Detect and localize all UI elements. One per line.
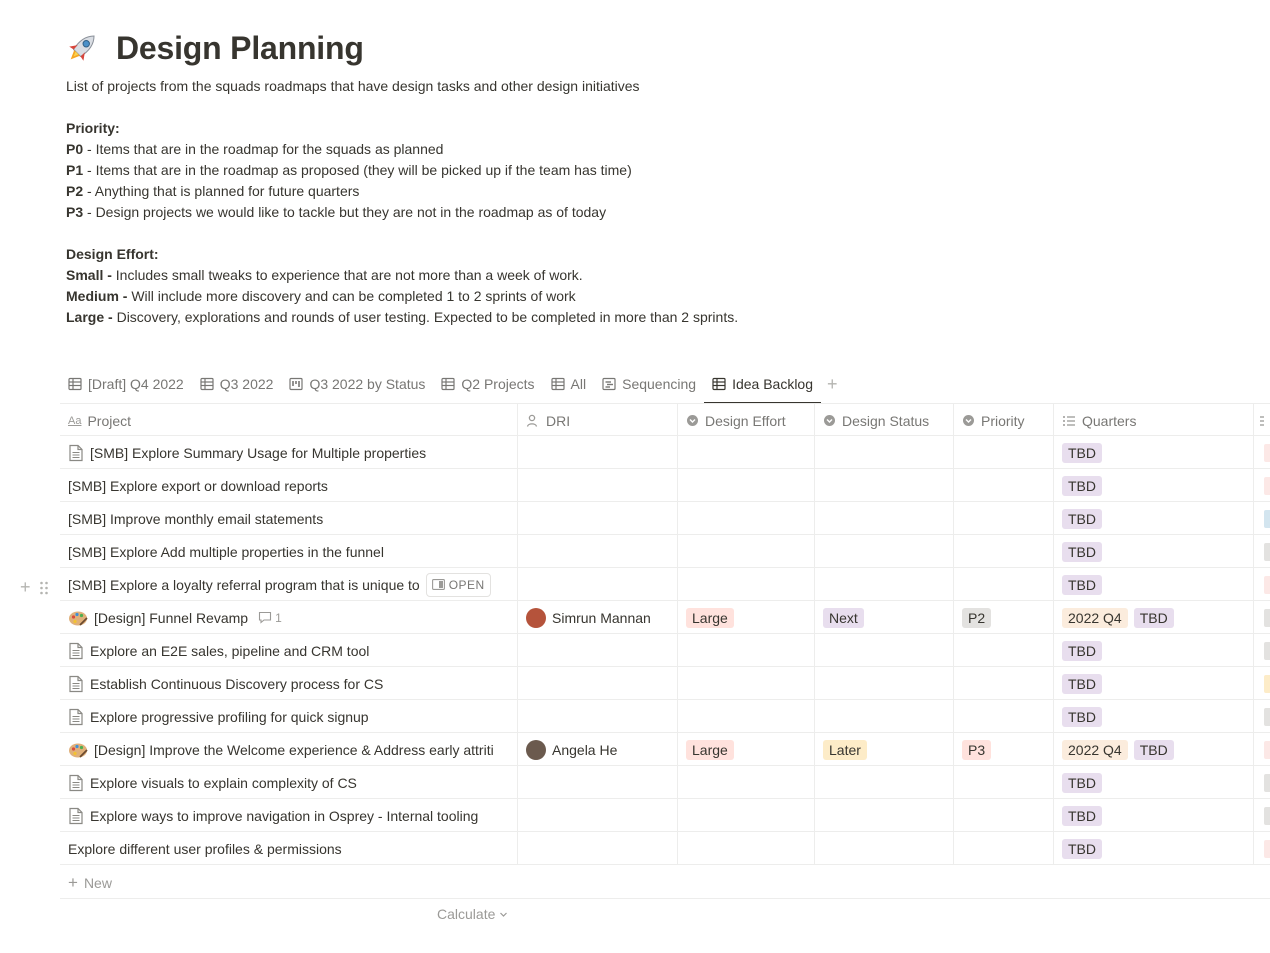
extra-cell[interactable] bbox=[1254, 766, 1270, 799]
extra-cell[interactable] bbox=[1254, 436, 1270, 469]
project-cell[interactable] bbox=[60, 832, 518, 865]
table-row[interactable] bbox=[60, 733, 1270, 766]
chevron-down-icon bbox=[499, 910, 508, 919]
quarters-cell[interactable] bbox=[1054, 733, 1254, 766]
description-heading-text: Priority: bbox=[66, 120, 120, 136]
overflow-tag bbox=[1264, 840, 1270, 858]
open-page-button[interactable] bbox=[426, 573, 491, 597]
overflow-tag bbox=[1264, 642, 1270, 660]
extra-cell[interactable] bbox=[1254, 799, 1270, 832]
quarter-tag: TBD bbox=[1062, 674, 1102, 694]
overflow-tag bbox=[1264, 609, 1270, 627]
effort-tag: Large bbox=[686, 608, 734, 628]
page-icon bbox=[68, 642, 84, 660]
quarter-tag: TBD bbox=[1062, 575, 1102, 595]
extra-cell[interactable] bbox=[1254, 502, 1270, 535]
effort-tag: Large bbox=[686, 740, 734, 760]
design-effort-cell[interactable] bbox=[678, 733, 815, 766]
priority-cell[interactable] bbox=[954, 535, 1054, 568]
list-property-icon bbox=[1254, 414, 1264, 428]
design-status-cell[interactable] bbox=[815, 601, 954, 634]
dri-cell[interactable] bbox=[518, 436, 678, 469]
status-tag: Later bbox=[823, 740, 867, 760]
overflow-tag bbox=[1264, 774, 1270, 792]
design-status-cell[interactable] bbox=[815, 832, 954, 865]
select-property-icon bbox=[962, 414, 975, 427]
definition-term: P1 bbox=[66, 162, 84, 178]
row-handles bbox=[20, 577, 49, 598]
dri-cell[interactable] bbox=[518, 667, 678, 700]
design-effort-cell[interactable] bbox=[678, 634, 815, 667]
priority-tag: P3 bbox=[962, 740, 991, 760]
priority-cell[interactable] bbox=[954, 502, 1054, 535]
priority-cell[interactable] bbox=[954, 700, 1054, 733]
project-cell[interactable] bbox=[60, 766, 518, 799]
quarters-cell[interactable] bbox=[1054, 634, 1254, 667]
title-property-icon: Aa bbox=[68, 414, 82, 427]
tab-draft-q4-2022[interactable] bbox=[60, 368, 192, 400]
plus-icon: + bbox=[68, 872, 78, 892]
design-status-cell[interactable] bbox=[815, 535, 954, 568]
priority-tag: P2 bbox=[962, 608, 991, 628]
page-header bbox=[62, 28, 364, 68]
table-icon bbox=[551, 377, 565, 391]
quarter-tag: TBD bbox=[1062, 707, 1102, 727]
quarters-cell[interactable] bbox=[1054, 799, 1254, 832]
project-cell[interactable] bbox=[60, 568, 518, 601]
table-header-row bbox=[60, 403, 1270, 436]
page-title: Design Planning bbox=[116, 29, 364, 66]
page-icon bbox=[68, 708, 84, 726]
table-row[interactable] bbox=[60, 568, 1270, 601]
description-heading bbox=[66, 244, 738, 265]
comment-count-value: 1 bbox=[275, 610, 282, 625]
design-status-cell[interactable] bbox=[815, 634, 954, 667]
overflow-tag bbox=[1264, 543, 1270, 561]
extra-cell[interactable] bbox=[1254, 568, 1270, 601]
project-title[interactable]: [Design] Funnel Revamp bbox=[94, 609, 249, 626]
column-header-design-effort[interactable]: Design Effort bbox=[678, 404, 815, 437]
project-cell[interactable] bbox=[60, 436, 518, 469]
dri-cell[interactable] bbox=[518, 568, 678, 601]
design-status-cell[interactable] bbox=[815, 766, 954, 799]
quarter-tag: TBD bbox=[1062, 476, 1102, 496]
quarter-tag: TBD bbox=[1062, 839, 1102, 859]
definition-term: Small - bbox=[66, 267, 116, 283]
quarter-tag: TBD bbox=[1134, 740, 1174, 760]
design-effort-cell[interactable] bbox=[678, 832, 815, 865]
description-definition bbox=[66, 265, 738, 286]
project-title[interactable]: Explore ways to improve navigation in Osprey - Internal tooling bbox=[90, 807, 479, 824]
priority-cell[interactable] bbox=[954, 832, 1054, 865]
description-heading-text: Design Effort: bbox=[66, 246, 159, 262]
project-title[interactable]: Explore different user profiles & permissions bbox=[68, 840, 342, 857]
quarter-tag: TBD bbox=[1062, 509, 1102, 529]
tab-sequencing[interactable] bbox=[594, 368, 704, 400]
dri-cell[interactable] bbox=[518, 634, 678, 667]
description-spacer bbox=[66, 97, 738, 118]
dri-cell[interactable] bbox=[518, 700, 678, 733]
quarters-cell[interactable] bbox=[1054, 502, 1254, 535]
extra-cell[interactable] bbox=[1254, 469, 1270, 502]
dri-cell[interactable] bbox=[518, 832, 678, 865]
overflow-tag bbox=[1264, 510, 1270, 528]
quarter-tag: 2022 Q4 bbox=[1062, 740, 1128, 760]
table-row[interactable] bbox=[60, 436, 1270, 469]
quarter-tag: TBD bbox=[1062, 641, 1102, 661]
column-header-quarters[interactable]: Quarters bbox=[1054, 404, 1254, 437]
page-description bbox=[66, 76, 738, 328]
overflow-tag bbox=[1264, 444, 1270, 462]
definition-term: Large - bbox=[66, 309, 117, 325]
project-title[interactable]: Explore visuals to explain complexity of CS bbox=[90, 774, 357, 791]
project-title[interactable]: Explore progressive profiling for quick signup bbox=[90, 708, 369, 725]
page-icon bbox=[68, 807, 84, 825]
description-definition bbox=[66, 307, 738, 328]
definition-term: P3 bbox=[66, 204, 84, 220]
database-table bbox=[60, 403, 1270, 865]
definition-text: Includes small tweaks to experience that are not more than a week of work. bbox=[115, 267, 583, 283]
project-cell[interactable] bbox=[60, 667, 518, 700]
board-icon bbox=[289, 377, 303, 391]
quarters-cell[interactable] bbox=[1054, 535, 1254, 568]
design-status-cell[interactable] bbox=[815, 436, 954, 469]
tab-q3-2022-by-status[interactable] bbox=[281, 368, 433, 400]
definition-text: - Anything that is planned for future quarters bbox=[83, 183, 360, 199]
rocket-icon[interactable] bbox=[62, 28, 102, 68]
page-icon bbox=[68, 444, 84, 462]
dri-cell[interactable] bbox=[518, 502, 678, 535]
definition-term: P0 bbox=[66, 141, 84, 157]
project-cell[interactable] bbox=[60, 469, 518, 502]
table-row[interactable] bbox=[60, 469, 1270, 502]
tab-label: Q3 2022 by Status bbox=[309, 376, 426, 392]
project-cell[interactable] bbox=[60, 535, 518, 568]
column-header-design-status[interactable]: Design Status bbox=[815, 404, 954, 437]
quarters-cell[interactable] bbox=[1054, 667, 1254, 700]
design-status-cell[interactable] bbox=[815, 700, 954, 733]
person-property-icon bbox=[526, 414, 540, 428]
table-icon bbox=[441, 377, 455, 391]
design-effort-cell[interactable] bbox=[678, 700, 815, 733]
overflow-tag bbox=[1264, 675, 1270, 693]
design-effort-cell[interactable] bbox=[678, 568, 815, 601]
priority-cell[interactable] bbox=[954, 733, 1054, 766]
definition-text: - Items that are in the roadmap as proposed (they will be picked up if the team has time) bbox=[83, 162, 632, 178]
design-status-cell[interactable] bbox=[815, 469, 954, 502]
quarter-tag: TBD bbox=[1062, 542, 1102, 562]
priority-cell[interactable] bbox=[954, 634, 1054, 667]
multi-select-property-icon bbox=[1062, 414, 1076, 428]
extra-cell[interactable] bbox=[1254, 832, 1270, 865]
tab-label: Q3 2022 bbox=[219, 376, 274, 392]
avatar bbox=[526, 608, 546, 628]
quarters-cell[interactable] bbox=[1054, 601, 1254, 634]
design-effort-cell[interactable] bbox=[678, 535, 815, 568]
table-row[interactable] bbox=[60, 535, 1270, 568]
select-property-icon bbox=[686, 414, 699, 427]
definition-term: P2 bbox=[66, 183, 84, 199]
extra-cell[interactable] bbox=[1254, 667, 1270, 700]
table-row[interactable] bbox=[60, 832, 1270, 865]
priority-cell[interactable] bbox=[954, 667, 1054, 700]
avatar bbox=[526, 740, 546, 760]
tab-label: All bbox=[570, 376, 587, 392]
design-effort-cell[interactable] bbox=[678, 469, 815, 502]
design-effort-cell[interactable] bbox=[678, 436, 815, 469]
project-title[interactable]: [SMB] Improve monthly email statements bbox=[68, 510, 324, 527]
definition-text: Discovery, explorations and rounds of user testing. Expected to be completed in more than 2 sprints. bbox=[116, 309, 739, 325]
tab-label: [Draft] Q4 2022 bbox=[88, 376, 184, 392]
tab-all[interactable] bbox=[543, 368, 595, 400]
description-definition bbox=[66, 160, 738, 181]
extra-cell[interactable] bbox=[1254, 535, 1270, 568]
column-header-more[interactable] bbox=[1254, 404, 1270, 437]
project-title[interactable]: [SMB] Explore export or download reports bbox=[68, 477, 328, 494]
overflow-tag bbox=[1264, 741, 1270, 759]
priority-cell[interactable] bbox=[954, 436, 1054, 469]
design-status-cell[interactable] bbox=[815, 568, 954, 601]
priority-cell[interactable] bbox=[954, 601, 1054, 634]
design-effort-cell[interactable] bbox=[678, 601, 815, 634]
add-row-icon[interactable]: + bbox=[20, 577, 31, 597]
overflow-tag bbox=[1264, 576, 1270, 594]
overflow-tag bbox=[1264, 477, 1270, 495]
description-heading bbox=[66, 118, 738, 139]
priority-cell[interactable] bbox=[954, 766, 1054, 799]
definition-text: - Design projects we would like to tackle but they are not in the roadmap as of today bbox=[83, 204, 607, 220]
quarters-cell[interactable] bbox=[1054, 832, 1254, 865]
project-cell[interactable] bbox=[60, 700, 518, 733]
description-definition bbox=[66, 202, 738, 223]
project-title[interactable]: Establish Continuous Discovery process for CS bbox=[90, 675, 384, 692]
timeline-icon bbox=[602, 377, 616, 391]
table-row[interactable] bbox=[60, 634, 1270, 667]
quarters-cell[interactable] bbox=[1054, 436, 1254, 469]
design-effort-cell[interactable] bbox=[678, 766, 815, 799]
column-header-priority[interactable]: Priority bbox=[954, 404, 1054, 437]
comment-icon bbox=[258, 611, 272, 624]
select-property-icon bbox=[823, 414, 836, 427]
project-title[interactable]: [SMB] Explore Add multiple properties in the funnel bbox=[68, 543, 384, 560]
description-definition bbox=[66, 139, 738, 160]
definition-text: - Items that are in the roadmap for the squads as planned bbox=[83, 141, 444, 157]
tab-label: Idea Backlog bbox=[732, 376, 814, 392]
definition-text: Will include more discovery and can be completed 1 to 2 sprints of work bbox=[131, 288, 576, 304]
description-text: List of projects from the squads roadmaps that have design tasks and other design initiatives bbox=[66, 78, 640, 94]
tab-q3-2022[interactable] bbox=[192, 368, 282, 400]
palette-icon bbox=[68, 609, 88, 627]
table-icon bbox=[68, 377, 82, 391]
description-definition bbox=[66, 286, 738, 307]
table-icon bbox=[200, 377, 214, 391]
extra-cell[interactable] bbox=[1254, 634, 1270, 667]
dri-name: Angela He bbox=[552, 741, 618, 758]
design-status-cell[interactable] bbox=[815, 733, 954, 766]
palette-icon bbox=[68, 741, 88, 759]
overflow-tag bbox=[1264, 708, 1270, 726]
quarter-tag: TBD bbox=[1062, 443, 1102, 463]
tab-label: Sequencing bbox=[622, 376, 697, 392]
table-row[interactable] bbox=[60, 601, 1270, 634]
project-cell[interactable] bbox=[60, 601, 518, 634]
dri-name: Simrun Mannan bbox=[552, 609, 651, 626]
design-status-cell[interactable] bbox=[815, 667, 954, 700]
drag-handle-icon[interactable] bbox=[39, 580, 49, 596]
extra-cell[interactable] bbox=[1254, 601, 1270, 634]
project-title[interactable]: [SMB] Explore a loyalty referral program that is unique to bbox=[68, 576, 420, 593]
project-cell[interactable] bbox=[60, 634, 518, 667]
quarter-tag: TBD bbox=[1062, 773, 1102, 793]
overflow-tag bbox=[1264, 807, 1270, 825]
open-side-peek-icon bbox=[432, 579, 445, 590]
description-spacer bbox=[66, 223, 738, 244]
quarter-tag: TBD bbox=[1062, 806, 1102, 826]
view-tabs bbox=[60, 368, 844, 400]
project-cell[interactable] bbox=[60, 733, 518, 766]
tab-label: Q2 Projects bbox=[461, 376, 535, 392]
project-cell[interactable] bbox=[60, 502, 518, 535]
page-icon bbox=[68, 675, 84, 693]
dri-cell[interactable] bbox=[518, 799, 678, 832]
status-tag: Next bbox=[823, 608, 864, 628]
extra-cell[interactable] bbox=[1254, 700, 1270, 733]
project-cell[interactable] bbox=[60, 799, 518, 832]
calculate-button[interactable]: Calculate bbox=[437, 906, 508, 922]
quarters-cell[interactable] bbox=[1054, 766, 1254, 799]
table-icon bbox=[712, 377, 726, 391]
table-row[interactable] bbox=[60, 667, 1270, 700]
project-title[interactable]: [Design] Improve the Welcome experience & Address early attriti bbox=[94, 741, 494, 758]
priority-cell[interactable] bbox=[954, 799, 1054, 832]
page-icon bbox=[68, 774, 84, 792]
tab-idea-backlog[interactable] bbox=[704, 368, 821, 400]
table-row[interactable] bbox=[60, 700, 1270, 733]
description-definition bbox=[66, 181, 738, 202]
dri-cell[interactable] bbox=[518, 733, 678, 766]
dri-cell[interactable] bbox=[518, 535, 678, 568]
table-row[interactable] bbox=[60, 799, 1270, 832]
dri-cell[interactable] bbox=[518, 766, 678, 799]
column-header-project[interactable]: Aa Project bbox=[60, 404, 518, 437]
dri-cell[interactable] bbox=[518, 469, 678, 502]
dri-cell[interactable] bbox=[518, 601, 678, 634]
priority-cell[interactable] bbox=[954, 469, 1054, 502]
priority-cell[interactable] bbox=[954, 568, 1054, 601]
design-status-cell[interactable] bbox=[815, 502, 954, 535]
project-title[interactable]: [SMB] Explore Summary Usage for Multiple properties bbox=[90, 444, 427, 461]
design-effort-cell[interactable] bbox=[678, 502, 815, 535]
new-row-button[interactable]: + New bbox=[60, 867, 1270, 899]
definition-term: Medium - bbox=[66, 288, 132, 304]
design-effort-cell[interactable] bbox=[678, 667, 815, 700]
design-status-cell[interactable] bbox=[815, 799, 954, 832]
add-view-button[interactable]: + bbox=[827, 374, 838, 394]
project-title[interactable]: Explore an E2E sales, pipeline and CRM tool bbox=[90, 642, 370, 659]
tab-q2-projects[interactable] bbox=[433, 368, 542, 400]
comment-count[interactable] bbox=[258, 611, 282, 625]
extra-cell[interactable] bbox=[1254, 733, 1270, 766]
table-body bbox=[60, 436, 1270, 865]
quarter-tag: TBD bbox=[1134, 608, 1174, 628]
table-row[interactable] bbox=[60, 766, 1270, 799]
quarters-cell[interactable] bbox=[1054, 469, 1254, 502]
table-row[interactable] bbox=[60, 502, 1270, 535]
design-effort-cell[interactable] bbox=[678, 799, 815, 832]
column-header-dri[interactable]: DRI bbox=[518, 404, 678, 437]
quarters-cell[interactable] bbox=[1054, 700, 1254, 733]
open-label: OPEN bbox=[448, 577, 485, 592]
quarter-tag: 2022 Q4 bbox=[1062, 608, 1128, 628]
quarters-cell[interactable] bbox=[1054, 568, 1254, 601]
